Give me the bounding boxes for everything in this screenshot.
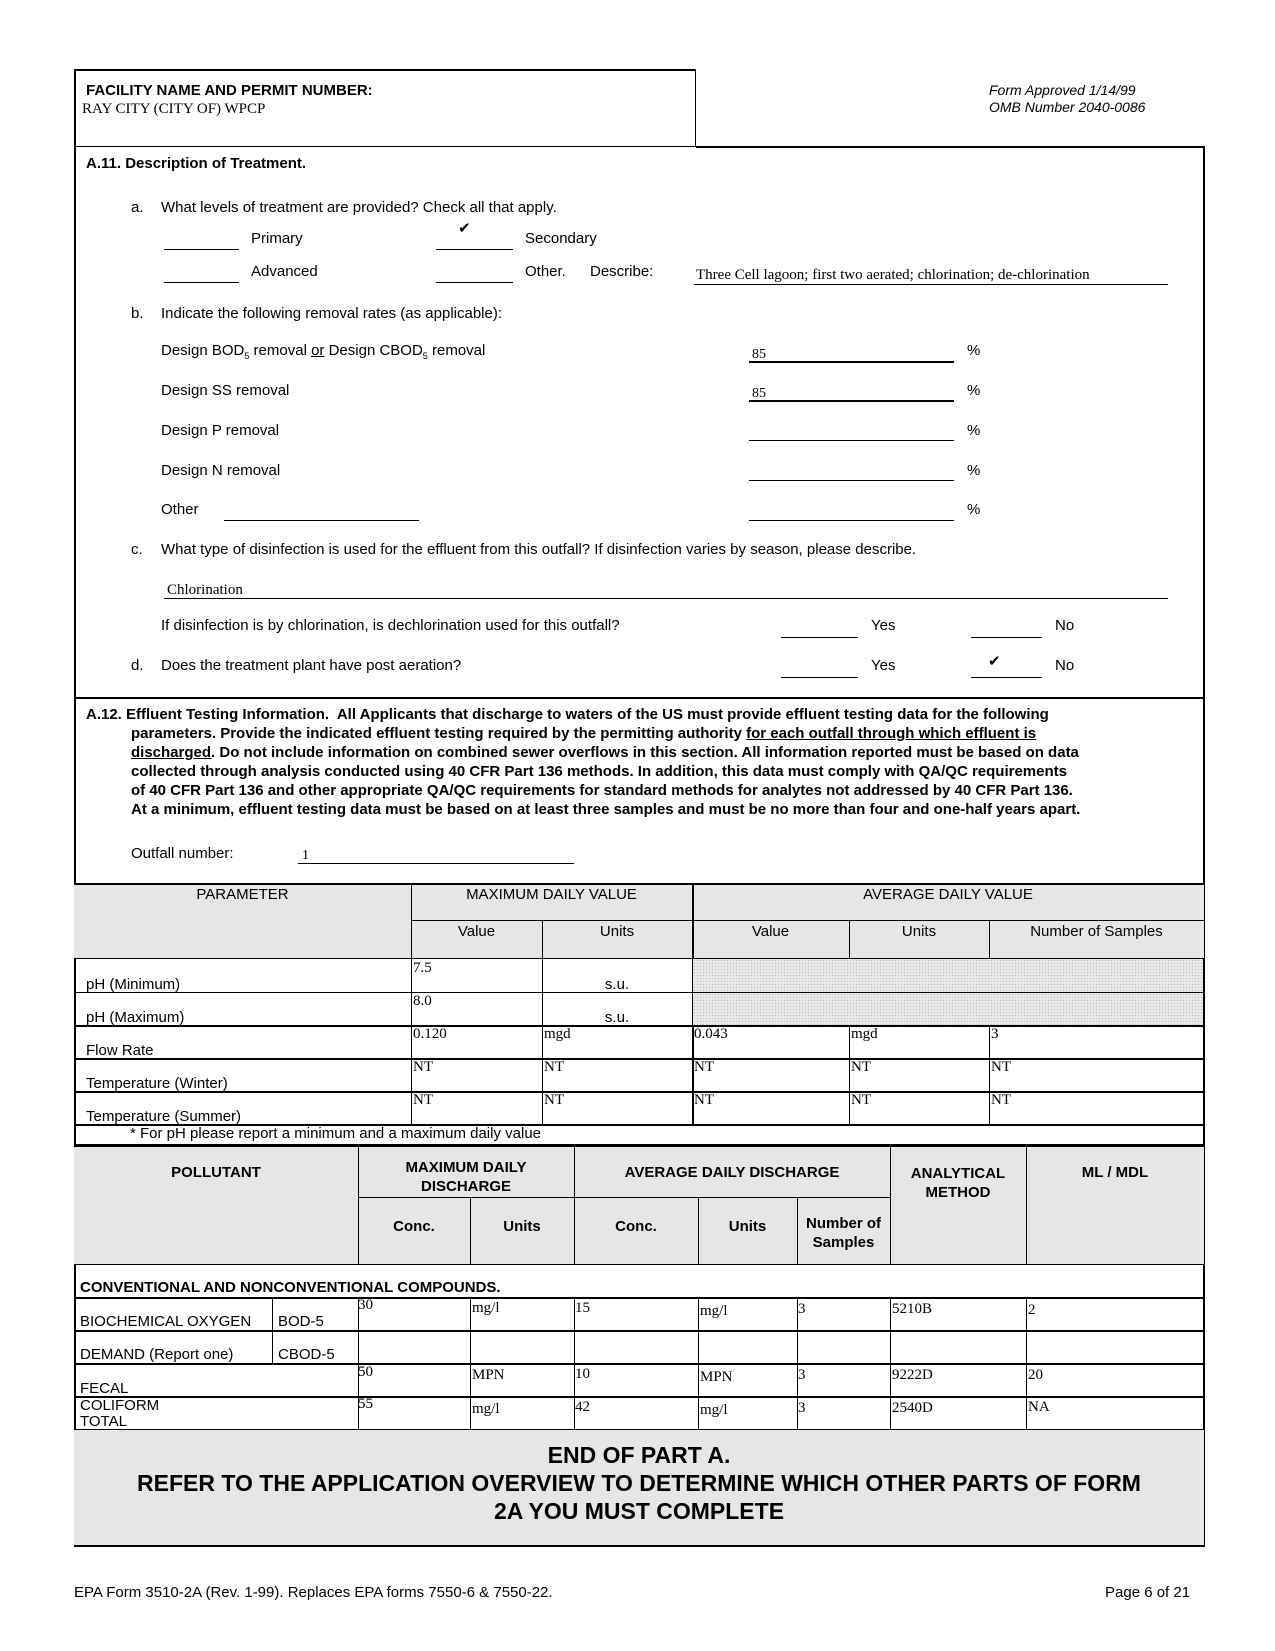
bod-option-1: BOD-5: [278, 1313, 324, 1330]
param-max-units[interactable]: s.u.: [604, 976, 630, 993]
a11-title: A.11. Description of Treatment.: [86, 155, 307, 172]
pollutant-avg-conc[interactable]: 10: [575, 1366, 590, 1382]
bod-opt-divider: [272, 1297, 273, 1363]
a11-b-question: Indicate the following removal rates (as applicable):: [161, 305, 503, 322]
advanced-checkbox-line[interactable]: [164, 282, 239, 283]
a12-line2a: parameters. Provide the indicated effluent testing required by the permitting authority: [131, 725, 747, 742]
omb-number: OMB Number 2040-0086: [989, 99, 1146, 115]
pollutant-max-conc[interactable]: 50: [358, 1364, 373, 1380]
pollutant-h-method-2: METHOD: [925, 1184, 991, 1201]
pollutant-sub-line: [358, 1197, 890, 1198]
pollutant-max-units[interactable]: mg/l: [472, 1300, 500, 1316]
a12-line5: of 40 CFR Part 136 and other appropriate QA/QC requirements for standard methods for analytes not addressed by 40 CFR Part 136.: [131, 782, 1073, 799]
pollutant-samples[interactable]: 3: [798, 1400, 806, 1416]
other-removal-label: Other: [161, 501, 199, 518]
param-row3-bottom: [74, 1058, 1204, 1060]
aeration-yes-line[interactable]: [781, 677, 858, 678]
ss-value[interactable]: 85: [752, 386, 766, 401]
pollutant-row1-bottom: [74, 1330, 1204, 1332]
facility-label: FACILITY NAME AND PERMIT NUMBER:: [86, 82, 373, 99]
frame-right: [1203, 146, 1205, 1547]
pollutant-max-conc[interactable]: 55: [358, 1396, 373, 1412]
param-h-parameter: PARAMETER: [196, 886, 289, 903]
param-subheader-line: [411, 920, 1204, 921]
param-row4-bottom: [74, 1091, 1204, 1093]
param-avg-units[interactable]: mgd: [851, 1026, 878, 1042]
pollutant-avg-units[interactable]: MPN: [700, 1369, 733, 1385]
pollutant-row2-bottom: [74, 1363, 1204, 1365]
param-max-value[interactable]: 8.0: [413, 993, 432, 1009]
pollutant-h-samples-1: Number of: [806, 1215, 881, 1232]
end-of-part-title: END OF PART A.: [547, 1442, 731, 1468]
param-max-value[interactable]: 7.5: [413, 960, 432, 976]
pollutant-h-max-2: DISCHARGE: [420, 1178, 511, 1195]
describe-label: Describe:: [590, 263, 654, 280]
pollutant-max-conc[interactable]: 30: [358, 1297, 373, 1313]
n-label: Design N removal: [161, 462, 281, 479]
pollutant-h-samples-2: Samples: [812, 1234, 875, 1251]
footer-form-id: EPA Form 3510-2A (Rev. 1-99). Replaces EPA forms 7550-6 & 7550-22.: [74, 1584, 553, 1601]
param-samples[interactable]: NT: [991, 1059, 1011, 1075]
param-name: Temperature (Winter): [86, 1075, 228, 1092]
aeration-no-label: No: [1055, 657, 1075, 674]
primary-checkbox-line[interactable]: [164, 249, 239, 250]
param-h-avg-units: Units: [901, 923, 937, 940]
a12-text: [86, 705, 1198, 819]
bod-value[interactable]: 85: [752, 347, 766, 362]
dechlor-yes-line[interactable]: [781, 637, 858, 638]
other-removal-line[interactable]: [749, 520, 954, 521]
ss-percent: %: [967, 382, 981, 399]
pollutant-header-bg: [74, 1145, 1204, 1264]
pollutant-method[interactable]: 2540D: [892, 1400, 933, 1416]
other-percent: %: [967, 501, 981, 518]
pollutant-samples[interactable]: 3: [798, 1367, 806, 1383]
param-name: Flow Rate: [86, 1042, 154, 1059]
param-max-units[interactable]: s.u.: [604, 1009, 630, 1026]
frame-left: [74, 147, 76, 1547]
a11-d-question: Does the treatment plant have post aeration?: [161, 657, 462, 674]
dechlor-no-label: No: [1055, 617, 1075, 634]
aeration-yes-label: Yes: [871, 657, 896, 674]
bod-name-1: BIOCHEMICAL OXYGEN: [80, 1313, 252, 1330]
pollutant-method[interactable]: 9222D: [892, 1367, 933, 1383]
pollutant-samples[interactable]: 3: [798, 1301, 806, 1317]
bod-name-2: DEMAND (Report one): [80, 1346, 234, 1363]
aeration-no-check-icon: ✔: [988, 653, 1001, 670]
pollutant-col7: [1026, 1145, 1027, 1265]
param-name: pH (Maximum): [86, 1009, 185, 1026]
a12-line3a: discharged: [131, 744, 212, 761]
param-avg-units[interactable]: NT: [851, 1059, 871, 1075]
other-checkbox-line[interactable]: [436, 282, 513, 283]
other-removal-name-line[interactable]: [224, 520, 419, 521]
param-max-value[interactable]: NT: [413, 1092, 433, 1108]
param-max-units[interactable]: NT: [544, 1092, 564, 1108]
secondary-label: Secondary: [525, 230, 597, 247]
param-h-samples: Number of Samples: [1030, 923, 1163, 940]
pollutant-avg-units[interactable]: mg/l: [700, 1402, 728, 1418]
pollutant-name: TOTAL: [80, 1413, 127, 1430]
pollutant-h-method: [890, 1164, 1026, 1202]
dechlor-question: If disinfection is by chlorination, is dechlorination used for this outfall?: [161, 617, 620, 634]
pollutant-name: FECAL COLIFORM: [80, 1380, 160, 1414]
secondary-check-icon: ✔: [458, 220, 471, 237]
bod-label-or: or: [311, 342, 325, 359]
disinfection-value[interactable]: Chlorination: [167, 582, 243, 598]
advanced-label: Advanced: [251, 263, 318, 280]
param-samples[interactable]: 3: [991, 1026, 999, 1042]
pollutant-h-samples: [797, 1214, 890, 1252]
end-of-part-line3: 2A YOU MUST COMPLETE: [493, 1498, 785, 1524]
param-avg-units[interactable]: NT: [851, 1092, 871, 1108]
other-label: Other.: [525, 263, 566, 280]
form-approved: Form Approved 1/14/99: [989, 82, 1136, 98]
frame-top-right: [696, 146, 1204, 148]
pollutant-h-max-1: MAXIMUM DAILY: [405, 1159, 527, 1176]
outfall-label: Outfall number:: [131, 845, 234, 862]
ph-min-hatch: [693, 959, 1203, 992]
param-h-max-units: Units: [599, 923, 635, 940]
a11-a-question: What levels of treatment are provided? Check all that apply.: [161, 199, 557, 216]
pollutant-data-col2: [470, 1297, 471, 1430]
a11-c-question: What type of disinfection is used for the effluent from this outfall? If disinfection varies by season, please describe.: [161, 541, 917, 558]
a11-c-letter: c.: [131, 541, 143, 558]
a12-line2: [86, 724, 1198, 743]
param-h-max: MAXIMUM DAILY VALUE: [466, 886, 637, 903]
cbod-sub: 5: [422, 351, 428, 361]
a12-line1-text: All Applicants that discharge to waters of the US must provide effluent testing data for the following: [336, 706, 1049, 723]
param-max-value[interactable]: NT: [413, 1059, 433, 1075]
pollutant-h-max-units: Units: [503, 1218, 541, 1235]
pollutant-avg-units[interactable]: mg/l: [700, 1303, 728, 1319]
pollutant-header-bottom: [74, 1264, 1204, 1265]
facility-value: RAY CITY (CITY OF) WPCP: [82, 101, 266, 117]
param-h-max-value: Value: [457, 923, 496, 940]
param-samples[interactable]: NT: [991, 1092, 1011, 1108]
end-of-part-line2: REFER TO THE APPLICATION OVERVIEW TO DETERMINE WHICH OTHER PARTS OF FORM: [137, 1470, 1141, 1496]
pollutant-section-bottom: [74, 1297, 1204, 1299]
pollutant-data-col7: [1026, 1297, 1027, 1430]
param-max-value[interactable]: 0.120: [413, 1026, 447, 1042]
pollutant-col3: [574, 1145, 575, 1265]
pollutant-max-units[interactable]: mg/l: [472, 1401, 500, 1417]
bod-label-part1: Design BOD: [161, 342, 245, 359]
a11-a-letter: a.: [131, 199, 144, 216]
disinfection-line: [164, 598, 1168, 599]
a12-line6: At a minimum, effluent testing data must be based on at least three samples and must be no more than four and one-half years apart.: [131, 801, 1081, 818]
pollutant-h-mlmdl: ML / MDL: [1081, 1164, 1149, 1181]
param-name: Temperature (Summer): [86, 1108, 242, 1125]
pollutant-h-avg-conc: Conc.: [615, 1218, 657, 1235]
pollutant-mlmdl[interactable]: NA: [1028, 1399, 1050, 1415]
p-line[interactable]: [749, 440, 954, 441]
ss-label: Design SS removal: [161, 382, 290, 399]
pollutant-data-col4: [698, 1297, 699, 1430]
bod-label-part3: Design CBOD: [324, 342, 423, 359]
pollutant-h-method-1: ANALYTICAL: [910, 1165, 1006, 1182]
a12-line2b: for each outfall through which effluent is: [746, 725, 1037, 742]
bod-sub: 5: [244, 351, 250, 361]
outfall-line: [298, 863, 574, 864]
bod-label-part2: removal: [249, 342, 312, 359]
pollutant-h-max: [358, 1158, 574, 1196]
ss-line: [749, 400, 954, 402]
param-max-units[interactable]: NT: [544, 1059, 564, 1075]
describe-line: [694, 284, 1168, 285]
n-percent: %: [967, 462, 981, 479]
param-avg-value[interactable]: NT: [694, 1092, 714, 1108]
param-h-avg-value: Value: [751, 923, 790, 940]
p-label: Design P removal: [161, 422, 280, 439]
ph-note: * For pH please report a minimum and a maximum daily value: [130, 1125, 541, 1142]
a12-line3: [86, 743, 1198, 762]
bod-option-2: CBOD-5: [278, 1346, 335, 1363]
bod-line: [749, 361, 954, 363]
primary-label: Primary: [251, 230, 303, 247]
dechlor-yes-label: Yes: [871, 617, 896, 634]
a12-title: A.12. Effluent Testing Information.: [86, 706, 330, 723]
pollutant-h-avg-units: Units: [728, 1218, 767, 1235]
conventional-section: CONVENTIONAL AND NONCONVENTIONAL COMPOUNDS.: [80, 1279, 501, 1296]
param-name: pH (Minimum): [86, 976, 181, 993]
pollutant-row3-bottom: [74, 1396, 1204, 1398]
outfall-value[interactable]: 1: [302, 848, 309, 863]
bod-percent: %: [967, 342, 981, 359]
a12-line4: collected through analysis conducted using 40 CFR Part 136 methods. In addition, this data must comply with QA/QC requirements: [131, 763, 1067, 780]
bod-label: [161, 342, 485, 361]
pollutant-method[interactable]: 5210B: [892, 1301, 933, 1317]
param-max-units[interactable]: mgd: [544, 1026, 571, 1042]
pollutant-avg-conc[interactable]: 42: [575, 1399, 590, 1415]
a11-b-letter: b.: [131, 305, 144, 322]
footer-page-number: Page 6 of 21: [1105, 1584, 1191, 1601]
param-avg-value[interactable]: 0.043: [694, 1026, 728, 1042]
a12-line1: [86, 705, 1198, 724]
ph-max-hatch: [693, 993, 1203, 1025]
pollutant-top: [74, 1145, 1204, 1147]
param-top: [74, 883, 1204, 885]
p-percent: %: [967, 422, 981, 439]
secondary-checkbox-line[interactable]: [436, 249, 513, 250]
pollutant-avg-conc[interactable]: 15: [575, 1300, 590, 1316]
bod-label-part4: removal: [427, 342, 486, 359]
describe-value[interactable]: Three Cell lagoon; first two aerated; chlorination; de-chlorination: [696, 267, 1090, 283]
dechlor-no-line[interactable]: [971, 637, 1042, 638]
pollutant-data-col6: [890, 1297, 891, 1430]
pollutant-max-units[interactable]: MPN: [472, 1367, 505, 1383]
aeration-no-line[interactable]: [971, 677, 1042, 678]
param-avg-value[interactable]: NT: [694, 1059, 714, 1075]
pollutant-h-avg: AVERAGE DAILY DISCHARGE: [624, 1164, 840, 1181]
pollutant-h-max-conc: Conc.: [393, 1218, 435, 1235]
a12-line3b: . Do not include information on combined sewer overflows in this section. All information reported must be based on data: [211, 744, 1079, 761]
param-h-avg: AVERAGE DAILY VALUE: [863, 886, 1033, 903]
pollutant-col6: [890, 1145, 891, 1265]
pollutant-mlmdl[interactable]: 20: [1028, 1367, 1043, 1383]
n-line[interactable]: [749, 480, 954, 481]
pollutant-h-pollutant: POLLUTANT: [171, 1164, 261, 1181]
a11-d-letter: d.: [131, 657, 144, 674]
pollutant-mlmdl[interactable]: 2: [1028, 1302, 1036, 1318]
param-col1: [411, 884, 412, 1125]
section-divider: [74, 697, 1204, 699]
